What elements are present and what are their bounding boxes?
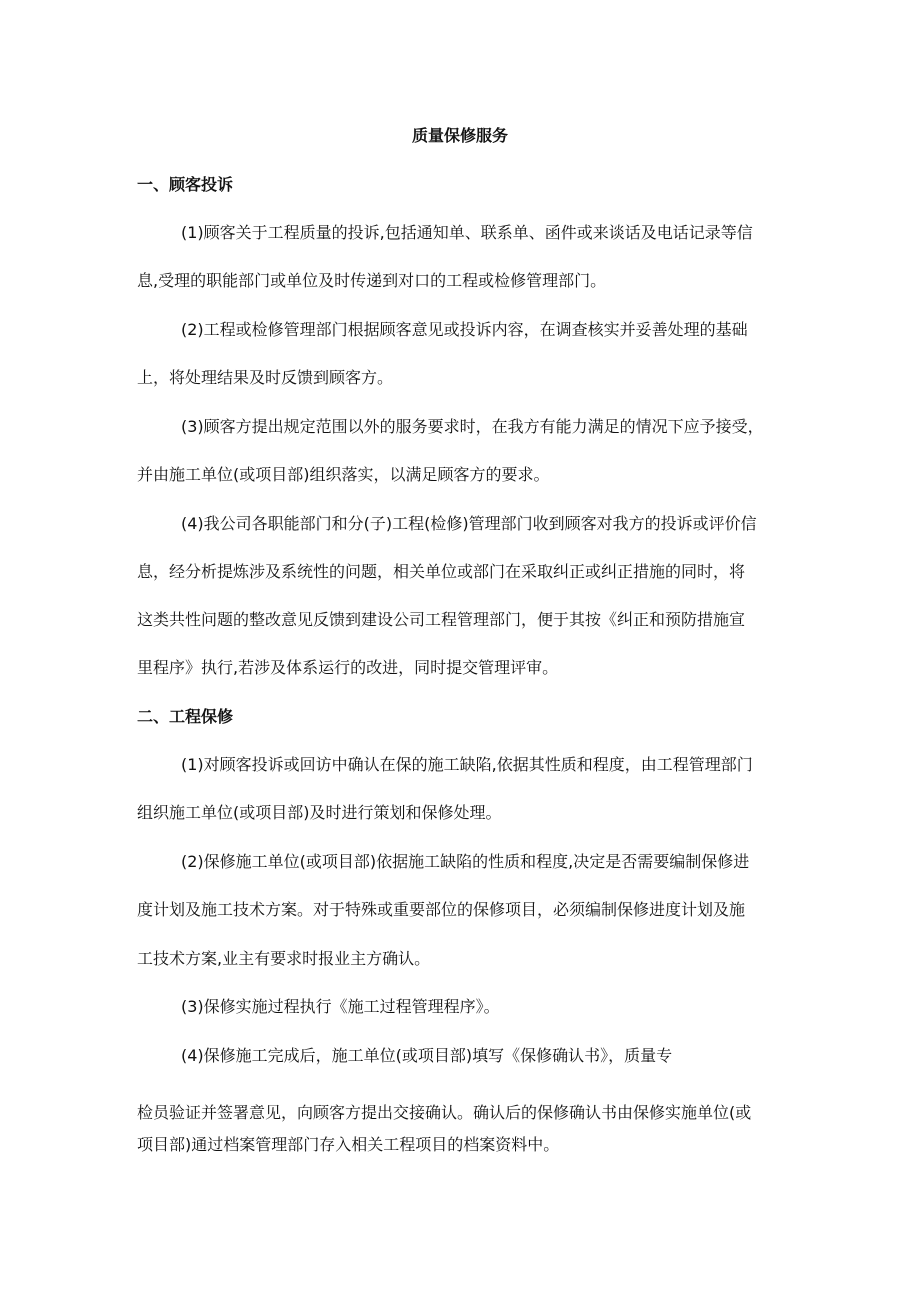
paragraph-line: (2)保修施工单位(或项目部)依据施工缺陷的性质和程度,决定是否需要编制保修进 [181, 852, 750, 871]
section-heading-warranty: 二、工程保修 [137, 707, 234, 726]
paragraph-line: (4)保修施工完成后，施工单位(或项目部)填写《保修确认书》，质量专 [181, 1046, 673, 1065]
paragraph-line: 息,受理的职能部门或单位及时传递到对口的工程或检修管理部门。 [137, 271, 607, 290]
paragraph-line: (1)顾客关于工程质量的投诉,包括通知单、联系单、函件或来谈话及电话记录等信 [181, 223, 753, 242]
document-title: 质量保修服务 [411, 126, 508, 145]
paragraph-line: 工技术方案,业主有要求时报业主方确认。 [137, 949, 431, 968]
paragraph-line: (3)顾客方提出规定范围以外的服务要求时，在我方有能力满足的情况下应予接受， [181, 417, 764, 436]
paragraph-line: 里程序》执行,若涉及体系运行的改进，同时提交管理评审。 [137, 658, 559, 677]
paragraph-line: 度计划及施工技术方案。对于特殊或重要部位的保修项目，必须编制保修进度计划及施 [137, 900, 746, 919]
paragraph-line: 这类共性问题的整改意见反馈到建设公司工程管理部门，便于其按《纠正和预防措施宣 [137, 610, 746, 629]
paragraph-line: (4)我公司各职能部门和分(子)工程(检修)管理部门收到顾客对我方的投诉或评价信 [181, 514, 757, 533]
section-heading-customer-complaints: 一、顾客投诉 [137, 175, 234, 194]
paragraph-line: 检员验证并签署意见，向顾客方提出交接确认。确认后的保修确认书由保修实施单位(或 [137, 1103, 752, 1122]
paragraph-line: (2)工程或检修管理部门根据顾客意见或投诉内容，在调查核实并妥善处理的基础 [181, 320, 748, 339]
paragraph-line: (3)保修实施过程执行《施工过程管理程序》。 [181, 997, 500, 1016]
paragraph-line: 并由施工单位(或项目部)组织落实，以满足顾客方的要求。 [137, 465, 550, 484]
paragraph-line: (1)对顾客投诉或回访中确认在保的施工缺陷,依据其性质和程度，由工程管理部门 [181, 755, 753, 774]
paragraph-line: 息，经分析提炼涉及系统性的问题，相关单位或部门在采取纠正或纠正措施的同时，将 [137, 562, 746, 581]
paragraph-line: 组织施工单位(或项目部)及时进行策划和保修处理。 [137, 803, 502, 822]
paragraph-line: 上，将处理结果及时反馈到顾客方。 [137, 368, 394, 387]
paragraph-line: 项目部)通过档案管理部门存入相关工程项目的档案资料中。 [137, 1135, 560, 1154]
